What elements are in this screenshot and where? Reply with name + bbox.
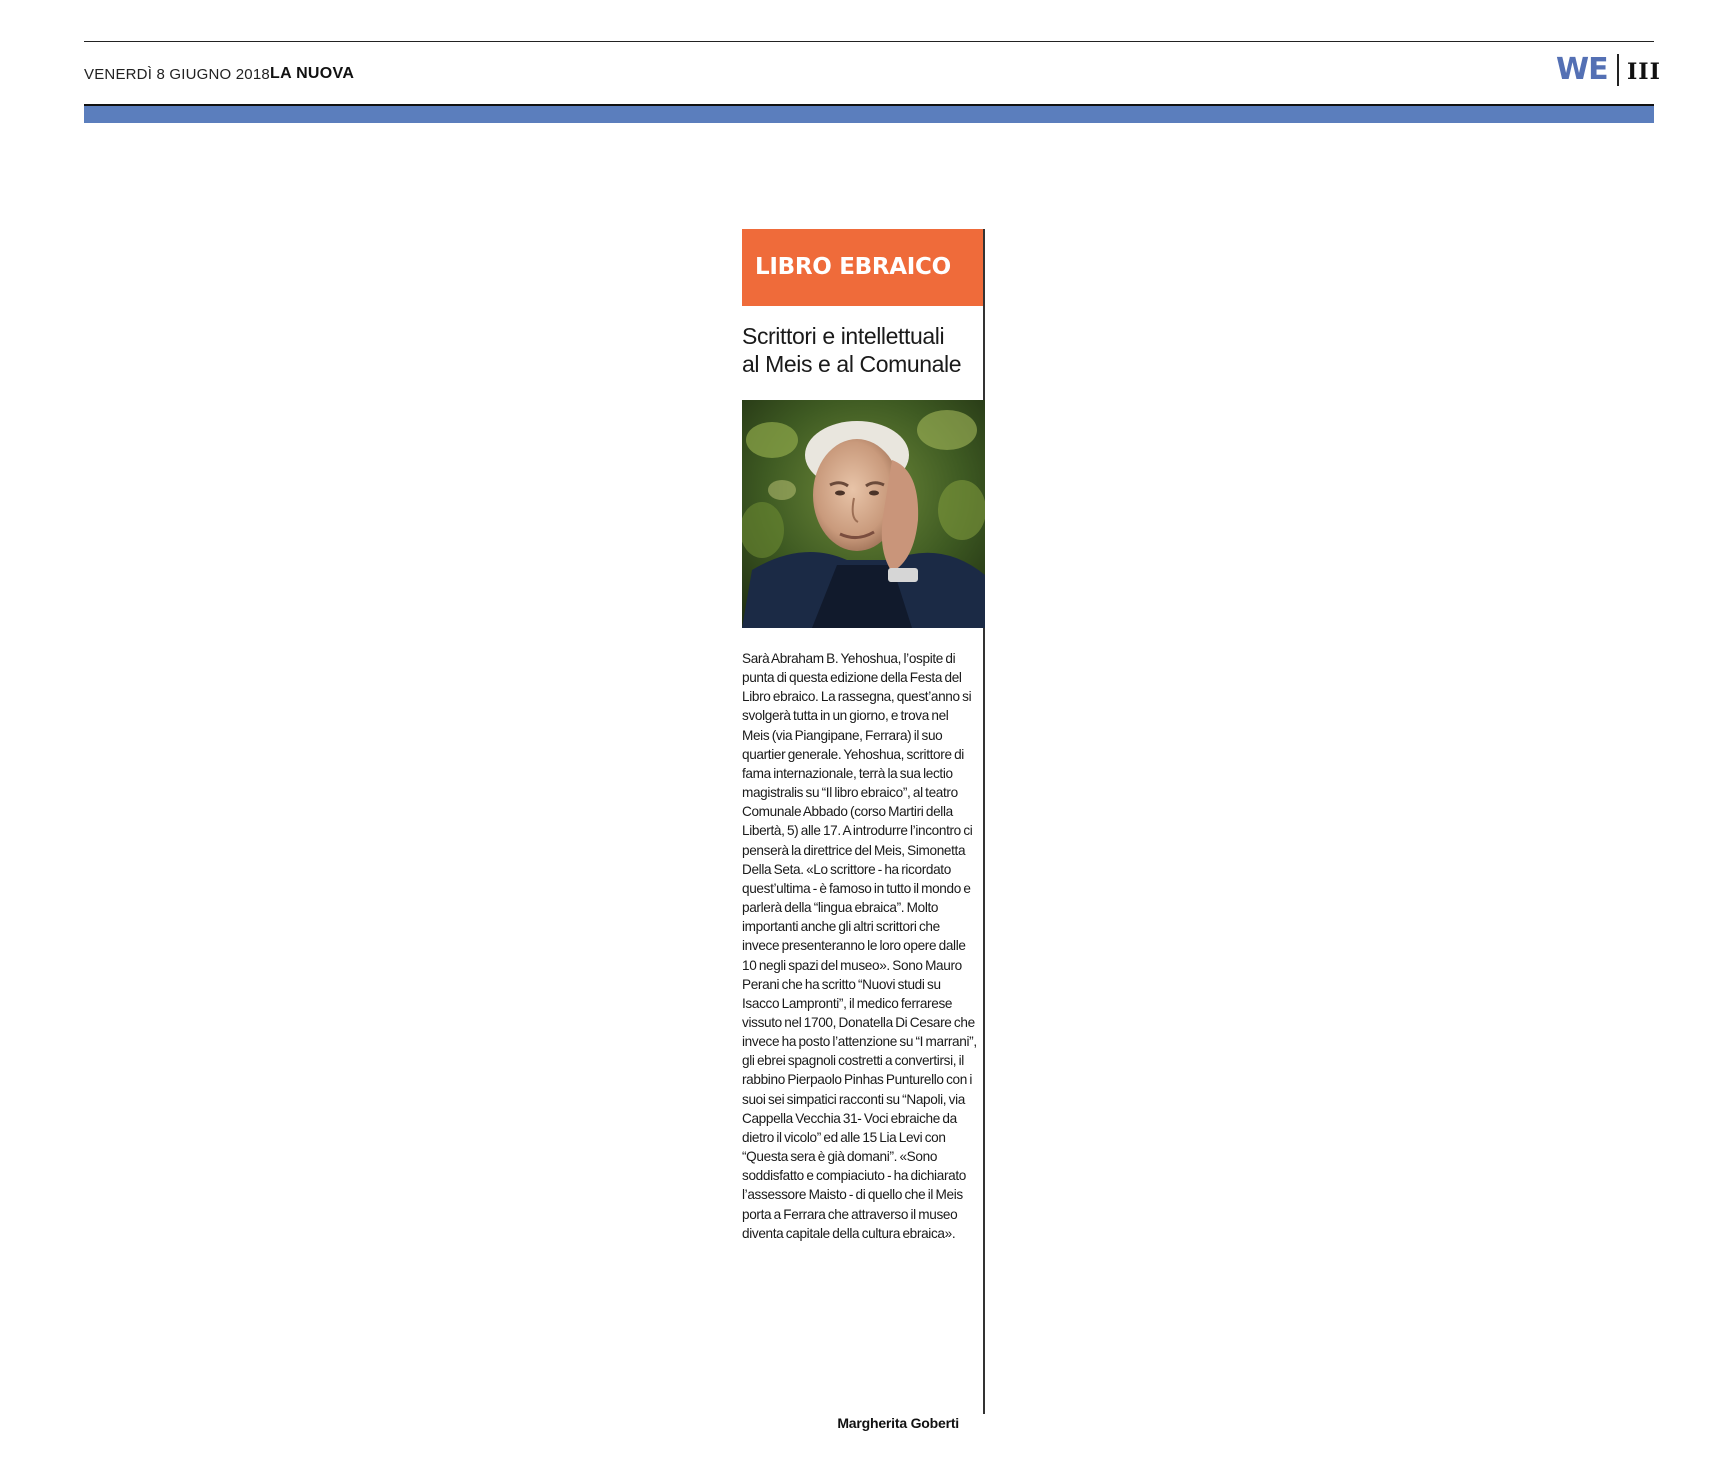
article-headline (742, 322, 978, 378)
section-logo: WE (1556, 52, 1608, 87)
page-number: III (1627, 59, 1661, 85)
article-byline: Margherita Goberti (837, 1415, 959, 1431)
headline-line-1: Scrittori e intellettuali (742, 323, 945, 349)
section-label: LIBRO EBRAICO (742, 229, 983, 306)
issue-date: VENERDÌ 8 GIUGNO 2018 (84, 66, 270, 83)
portrait-photo (742, 400, 985, 628)
header-color-band (84, 104, 1654, 123)
logo-divider (1617, 54, 1619, 86)
headline-line-2: al Meis e al Comunale (742, 351, 962, 377)
newspaper-masthead: LA NUOVA (270, 65, 355, 82)
header-top-rule (84, 41, 1654, 42)
article-body: Sarà Abraham B. Yehoshua, l’ospite di punta di questa edizione della Festa del Libro ebraico. La rassegna, quest’anno si svolgerà tutta in un giorno, e trova nel Meis (via Piangipane, Ferrara) il suo quartier generale. Yehoshua, scrittore di fama internazionale, terrà la sua lectio magistralis su “Il libro ebraico”, al teatro Comunale Abbado (corso Martiri della Libertà, 5) alle 17. A introdurre l’incontro ci penserà la direttrice del Meis, Simonetta Della Seta. «Lo scrittore - ha ricordato quest’ultima - è famoso in tutto il mondo e parlerà della “lingua ebraica”. Molto importanti anche gli altri scrittori che invece presenteranno le loro opere dalle 10 negli spazi del museo». Sono Mauro Perani che ha scritto “Nuovi studi su Isacco Lampronti”, il medico ferrarese vissuto nel 1700, Donatella Di Cesare che invece ha posto l’attenzione su “I marrani”, gli ebrei spagnoli costretti a convertirsi, il rabbino Pierpaolo Pinhas Punturello con i suoi sei simpatici racconti su “Napoli, via Cappella Vecchia 31- Voci ebraiche da dietro il vicolo” ed alle 15 Lia Levi con “Questa sera è già domani”. «Sono soddisfatto e compiaciuto - ha dichiarato l’assessore Maisto - di quello che il Meis porta a Ferrara che attraverso il museo diventa capitale della cultura ebraica». (742, 651, 977, 1241)
